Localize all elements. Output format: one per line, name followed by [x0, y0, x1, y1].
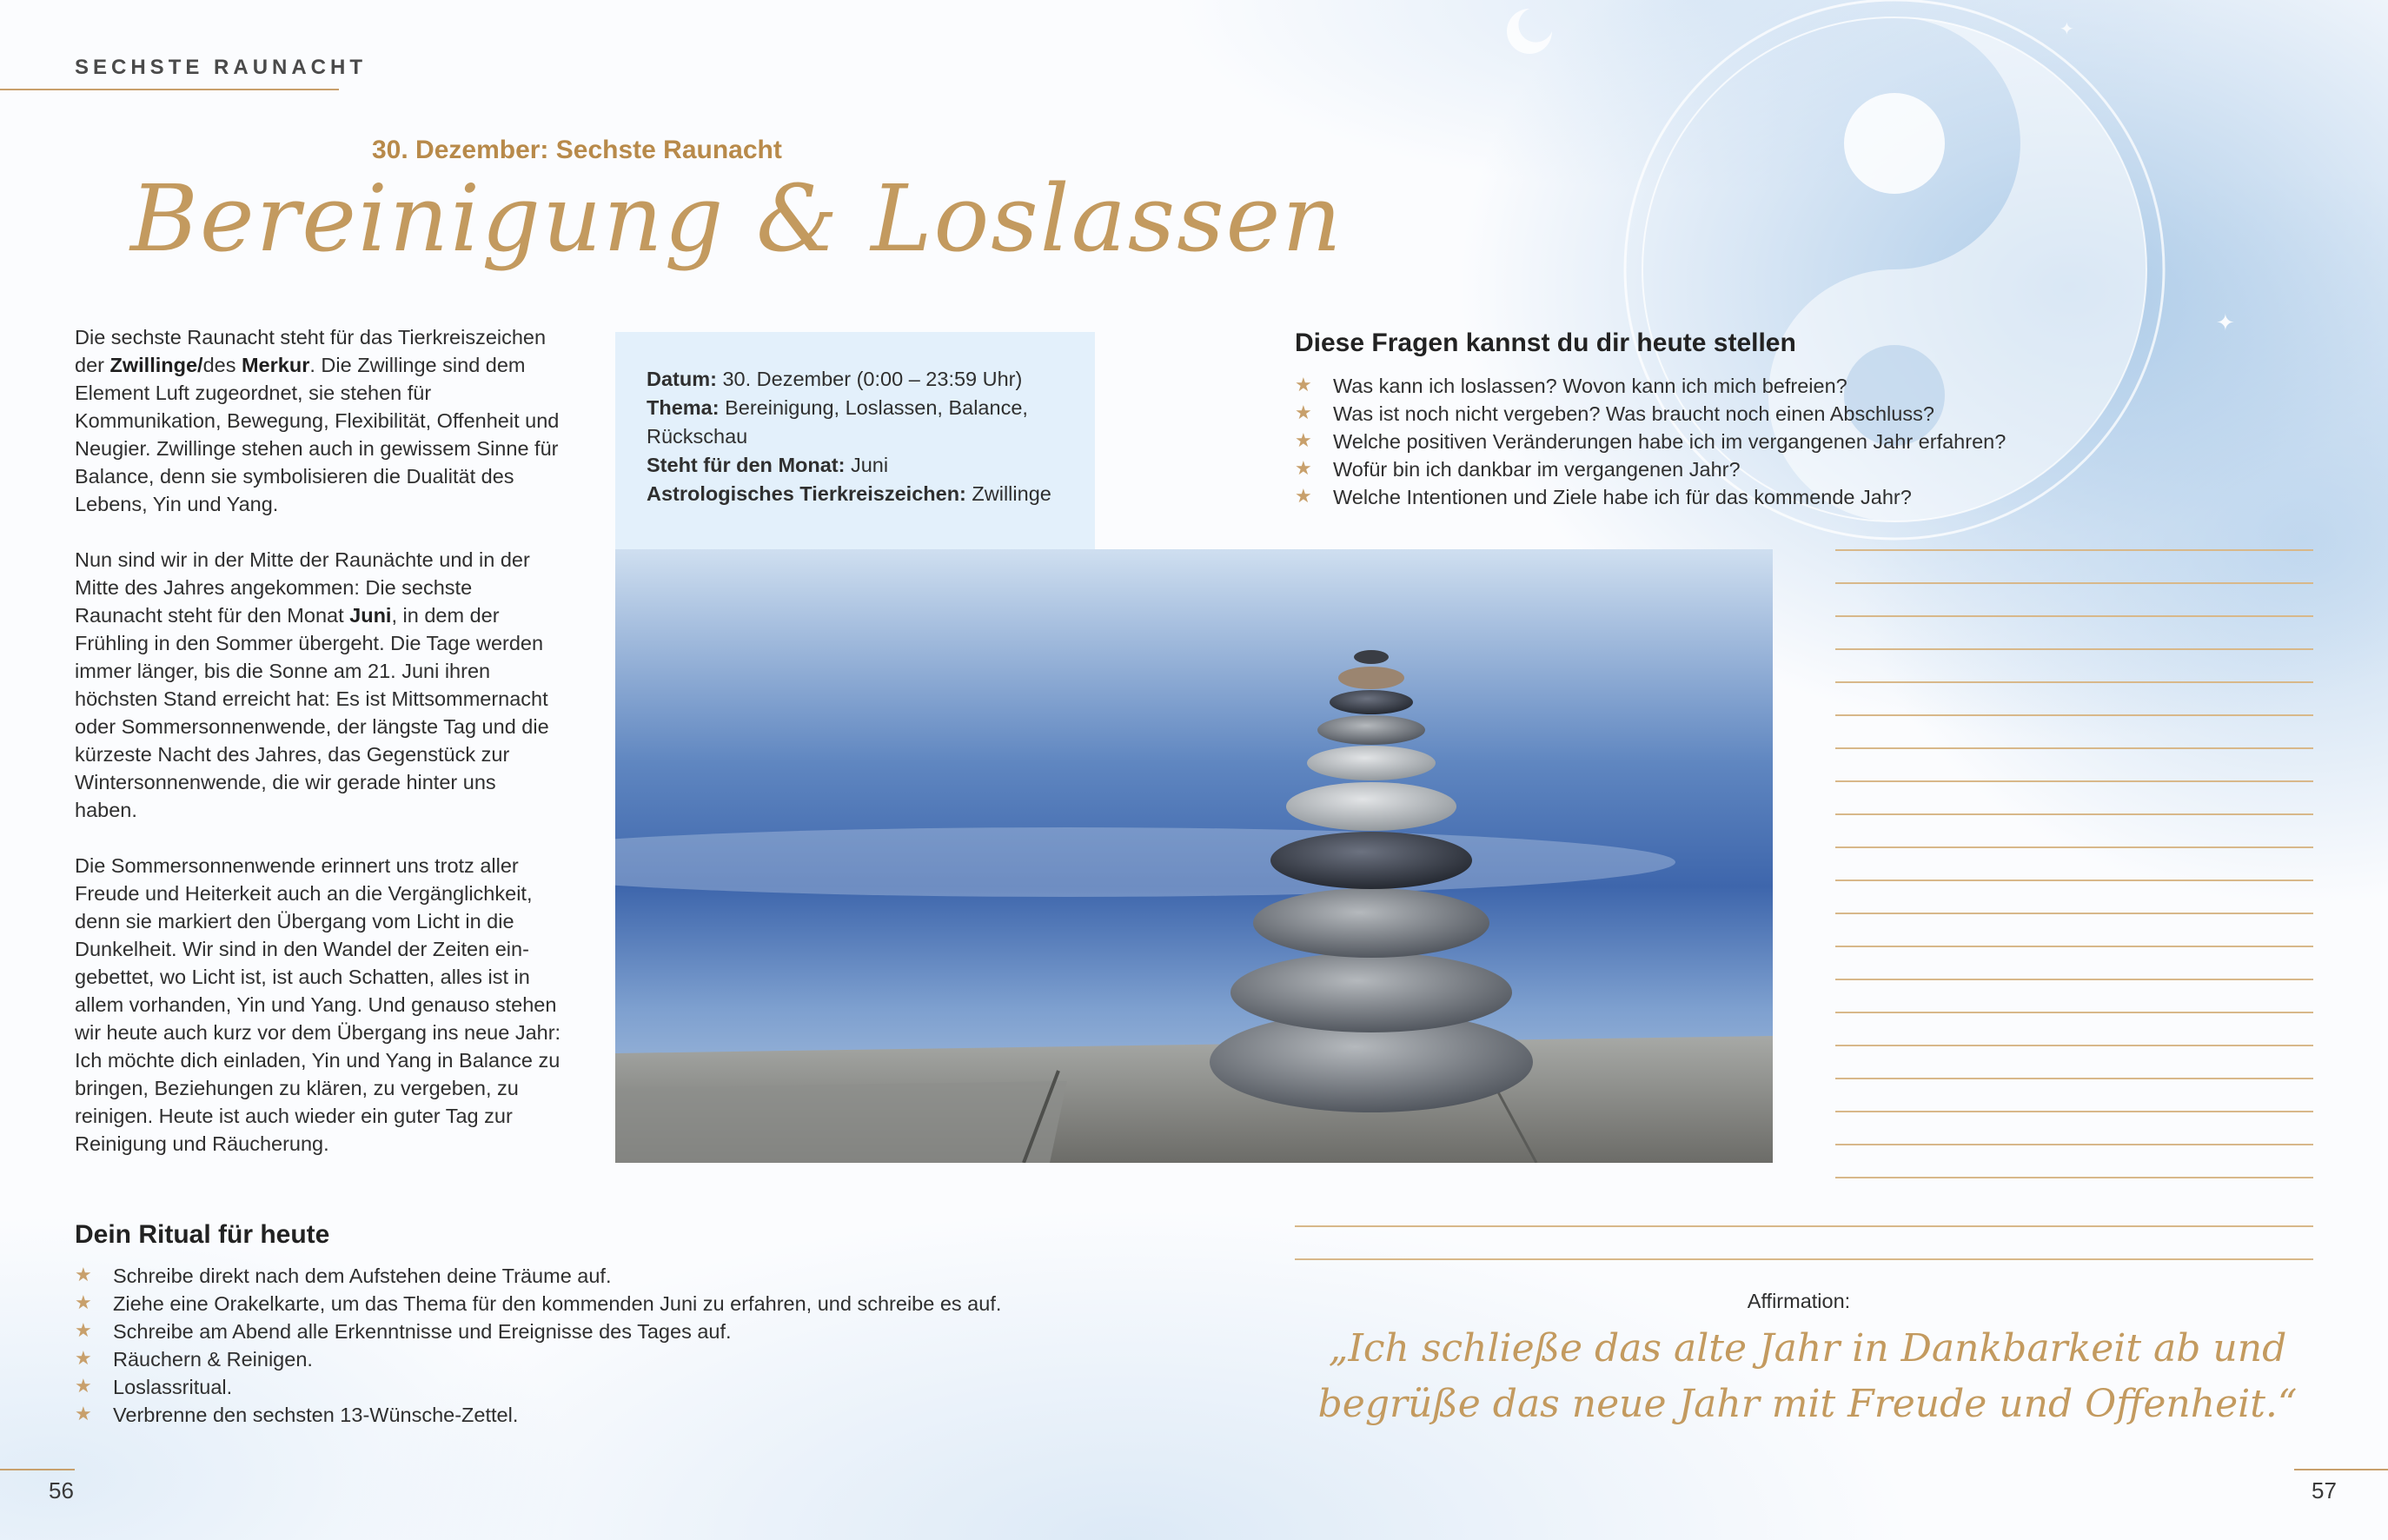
writing-line [1835, 780, 2313, 782]
body-paragraph [75, 546, 561, 824]
page-number-rule-right [2294, 1469, 2388, 1470]
bold-term: Juni [349, 604, 392, 627]
body-text-run: des [202, 354, 242, 376]
stone-stack-photo [615, 549, 1773, 1163]
body-text-run: Die Sommersonnenwende erinnert uns trotz aller Freude und Heiterkeit auch an die Vergänglichkeit, denn sie markiert den Übergang vom Licht in die Dunkelheit. Wir sind in den Wandel der Zeiten eingebettet, wo Licht ist, ist auch Schatten, alles ist in allem vorhanden, Yin und Yang. Und genauso stehen wir heute auch kurz vor dem Übergang ins neue Jahr: Ich möchte dich einladen, Yin und Yang in Balance zu bringen, Beziehungen zu klären, zu vergeben, zu reinigen. Heute ist auch wieder ein guter Tag zur Reinigung und Räucherung. [75, 854, 561, 1155]
star-bullet-icon: ★ [75, 1375, 92, 1397]
affirmation-text [1295, 1321, 2320, 1432]
question-item: ★ Was ist noch nicht vergeben? Was braucht noch einen Abschluss? [1295, 402, 1934, 425]
body-text-run: Nun sind wir in der Mitte der Raunächte und in der Mitte des Jahres angekommen: Die sechste Raunacht steht für den Monat [75, 548, 530, 627]
affirmation-line: begrüße das neue Jahr mit Freude und Offenheit.“ [1317, 1382, 2298, 1426]
body-text-column [75, 323, 561, 1185]
writing-line [1835, 1045, 2313, 1046]
writing-line [1835, 880, 2313, 881]
star-bullet-icon: ★ [75, 1291, 92, 1313]
page-number-left: 56 [49, 1477, 74, 1503]
page-number-rule-left [0, 1469, 75, 1470]
question-item: ★ Was kann ich loslassen? Wovon kann ich mich befreien? [1295, 374, 1847, 397]
info-datum: Datum: 30. Dezember (0:00 – 23:59 Uhr) [647, 368, 1023, 390]
question-item: ★ Welche Intentionen und Ziele habe ich für das kommende Jahr? [1295, 485, 1912, 508]
info-monat: Steht für den Monat: Juni [647, 454, 889, 476]
writing-line [1835, 846, 2313, 848]
writing-line [1835, 913, 2313, 914]
writing-line [1295, 1225, 2313, 1227]
body-paragraph [75, 852, 561, 1158]
info-box [615, 332, 1095, 549]
ritual-item: ★ Schreibe direkt nach dem Aufstehen deine Träume auf. [75, 1264, 612, 1287]
info-thema: Thema: Bereinigung, Loslassen, Balance, Rückschau [647, 396, 1028, 448]
affirmation-label: Affirmation: [1747, 1290, 1851, 1312]
ritual-list [75, 1262, 1100, 1429]
page-number-right: 57 [2312, 1477, 2337, 1503]
ritual-heading: Dein Ritual für heute [75, 1220, 330, 1249]
question-item: ★ Welche positiven Veränderungen habe ich im vergangenen Jahr erfahren? [1295, 429, 2007, 453]
writing-line [1835, 1078, 2313, 1079]
ritual-item: ★ Schreibe am Abend alle Erkenntnisse und Ereignisse des Tages auf. [75, 1319, 732, 1343]
star-bullet-icon: ★ [1295, 429, 1312, 451]
star-bullet-icon: ★ [1295, 402, 1312, 423]
ritual-item: ★ Ziehe eine Orakelkarte, um das Thema für den kommenden Juni zu erfahren, und schreibe es auf. [75, 1291, 1002, 1315]
ritual-item: ★ Loslassritual. [75, 1375, 233, 1398]
header-divider [0, 89, 339, 90]
writing-line [1835, 615, 2313, 617]
writing-line [1835, 681, 2313, 683]
writing-line [1835, 714, 2313, 716]
writing-line [1835, 549, 2313, 551]
writing-line [1835, 648, 2313, 650]
ritual-item: ★ Verbrenne den sechsten 13-Wünsche-Zettel. [75, 1403, 519, 1426]
bold-term: Zwillinge/ [109, 354, 203, 376]
writing-line [1835, 582, 2313, 584]
star-bullet-icon: ★ [75, 1403, 92, 1424]
writing-line [1835, 1177, 2313, 1178]
body-text-run: Die sechste Raunacht steht für das Tierkreiszeichen der [75, 326, 547, 376]
info-zeichen: Astrologisches Tierkreiszeichen: Zwillinge [647, 482, 1051, 505]
body-text-run: , in dem der Frühling in den Sommer übergeht. Die Tage werden immer länger, bis die Sonne am 21. Juni ihren höchsten Stand erreicht hat: Es ist Mittsommernacht oder Sommersonnenwende, der längste Tag und die kürzeste Nacht des Jahres, das Gegenstück zur Wintersonnenwende, die wir gerade hinter uns haben. [75, 604, 549, 821]
page-title: Bereinigung & Loslassen [130, 165, 1343, 272]
writing-line [1835, 1012, 2313, 1013]
writing-line [1295, 1258, 2313, 1260]
page-subtitle: 30. Dezember: Sechste Raunacht [372, 136, 782, 164]
writing-line [1835, 813, 2313, 815]
star-bullet-icon: ★ [1295, 485, 1312, 507]
svg-text:✦: ✦ [2060, 20, 2074, 39]
section-header-label: SECHSTE RAUNACHT [75, 56, 368, 79]
writing-line [1835, 979, 2313, 980]
questions-heading: Diese Fragen kannst du dir heute stellen [1295, 329, 1796, 357]
star-bullet-icon: ★ [1295, 374, 1312, 395]
svg-text:✦: ✦ [2216, 309, 2235, 335]
writing-line [1835, 946, 2313, 947]
star-bullet-icon: ★ [75, 1264, 92, 1285]
star-bullet-icon: ★ [75, 1319, 92, 1341]
bold-term: Merkur [241, 354, 310, 376]
writing-line [1835, 1144, 2313, 1145]
ritual-item: ★ Räuchern & Reinigen. [75, 1347, 313, 1371]
star-bullet-icon: ★ [1295, 457, 1312, 479]
affirmation-line: „Ich schließe das alte Jahr in Dankbarkeit ab und [1328, 1326, 2287, 1371]
writing-line [1835, 747, 2313, 749]
body-paragraph [75, 323, 561, 518]
star-bullet-icon: ★ [75, 1347, 92, 1369]
questions-list [1295, 372, 2077, 511]
body-text-run: . Die Zwillinge sind dem Element Luft zugeordnet, sie stehen für Kommunikation, Bewegung, Flexibilität, Offenheit und Neugier. Zwillinge stehen auch in gewissem Sinne für Balance, denn sie symbolisieren die Dualität des Lebens, Yin und Yang. [75, 354, 560, 515]
writing-line [1835, 1111, 2313, 1112]
question-item: ★ Wofür bin ich dankbar im vergangenen Jahr? [1295, 457, 1741, 481]
